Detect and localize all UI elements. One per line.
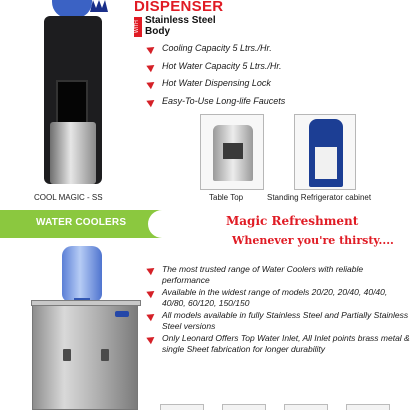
decorative-burst-icon bbox=[90, 0, 108, 12]
section-subtitle bbox=[145, 15, 216, 37]
thumbnail-caption: Standing Refrigerator cabinet bbox=[267, 193, 372, 202]
with-tag: WITH bbox=[134, 17, 142, 37]
feature-text: Easy-To-Use Long-life Faucets bbox=[162, 95, 286, 106]
arrow-bullet-icon bbox=[146, 265, 156, 276]
band-label: WATER COOLERS bbox=[36, 217, 127, 228]
table-top-image bbox=[213, 125, 253, 181]
feature-item bbox=[146, 264, 410, 286]
cooler-tap bbox=[63, 349, 71, 361]
dispenser-dispensing-panel bbox=[56, 80, 88, 124]
stainless-steel-base bbox=[50, 122, 96, 184]
feature-text: Cooling Capacity 5 Ltrs./Hr. bbox=[162, 43, 272, 53]
water-dispenser-image bbox=[44, 0, 102, 186]
water-bottle-image bbox=[62, 246, 102, 302]
arrow-bullet-icon bbox=[146, 44, 156, 55]
feature-item bbox=[146, 333, 410, 355]
arrow-bullet-icon bbox=[146, 96, 156, 107]
feature-text: The most trusted range of Water Coolers with reliable performance bbox=[162, 264, 364, 285]
water-cooler-image bbox=[32, 302, 138, 410]
thumbnail-caption: Table Top bbox=[209, 193, 244, 202]
feature-item bbox=[146, 310, 410, 332]
feature-text: Hot Water Capacity 5 Ltrs./Hr. bbox=[162, 60, 282, 71]
product-thumbnail bbox=[160, 404, 204, 410]
feature-text: Available in the widest range of models 20/20, 20/40, 40/40, 40/80, 60/120, 150/150 bbox=[162, 287, 388, 308]
feature-item bbox=[146, 43, 285, 61]
product-thumbnail bbox=[222, 404, 266, 410]
feature-text: Hot Water Dispensing Lock bbox=[162, 78, 271, 88]
feature-item bbox=[146, 287, 410, 309]
cooler-tap bbox=[101, 349, 109, 361]
feature-item bbox=[146, 96, 285, 114]
main-product-caption: COOL MAGIC - SS bbox=[34, 193, 103, 202]
subtitle-line: Body bbox=[145, 26, 170, 37]
arrow-bullet-icon bbox=[146, 61, 156, 72]
refrigerator-cabinet-image bbox=[309, 119, 343, 187]
table-top-thumbnail bbox=[200, 114, 264, 190]
arrow-bullet-icon bbox=[146, 288, 156, 299]
arrow-bullet-icon bbox=[146, 79, 156, 90]
slogan-line: Whenever you're thirsty.... bbox=[232, 234, 394, 247]
arrow-bullet-icon bbox=[146, 311, 156, 322]
brand-badge bbox=[115, 311, 129, 317]
section-title: DISPENSER bbox=[134, 0, 224, 15]
cooler-feature-list bbox=[146, 264, 410, 356]
dispenser-feature-list bbox=[146, 43, 285, 113]
refrigerator-cabinet-thumbnail bbox=[294, 114, 356, 190]
feature-text: All models available in fully Stainless Steel and Partially Stainless Steel versions bbox=[162, 310, 409, 331]
arrow-bullet-icon bbox=[146, 334, 156, 345]
cooler-lid bbox=[31, 300, 141, 306]
subtitle-line: Stainless Steel bbox=[145, 15, 216, 26]
product-thumbnail bbox=[346, 404, 390, 410]
product-thumbnail bbox=[284, 404, 328, 410]
feature-text: Only Leonard Offers Top Water Inlet, All Inlet points brass metal & single Sheet fabrication for longer durability bbox=[162, 333, 410, 354]
slogan-line: Magic Refreshment bbox=[226, 214, 359, 228]
feature-item bbox=[146, 78, 285, 96]
feature-item bbox=[146, 61, 285, 79]
